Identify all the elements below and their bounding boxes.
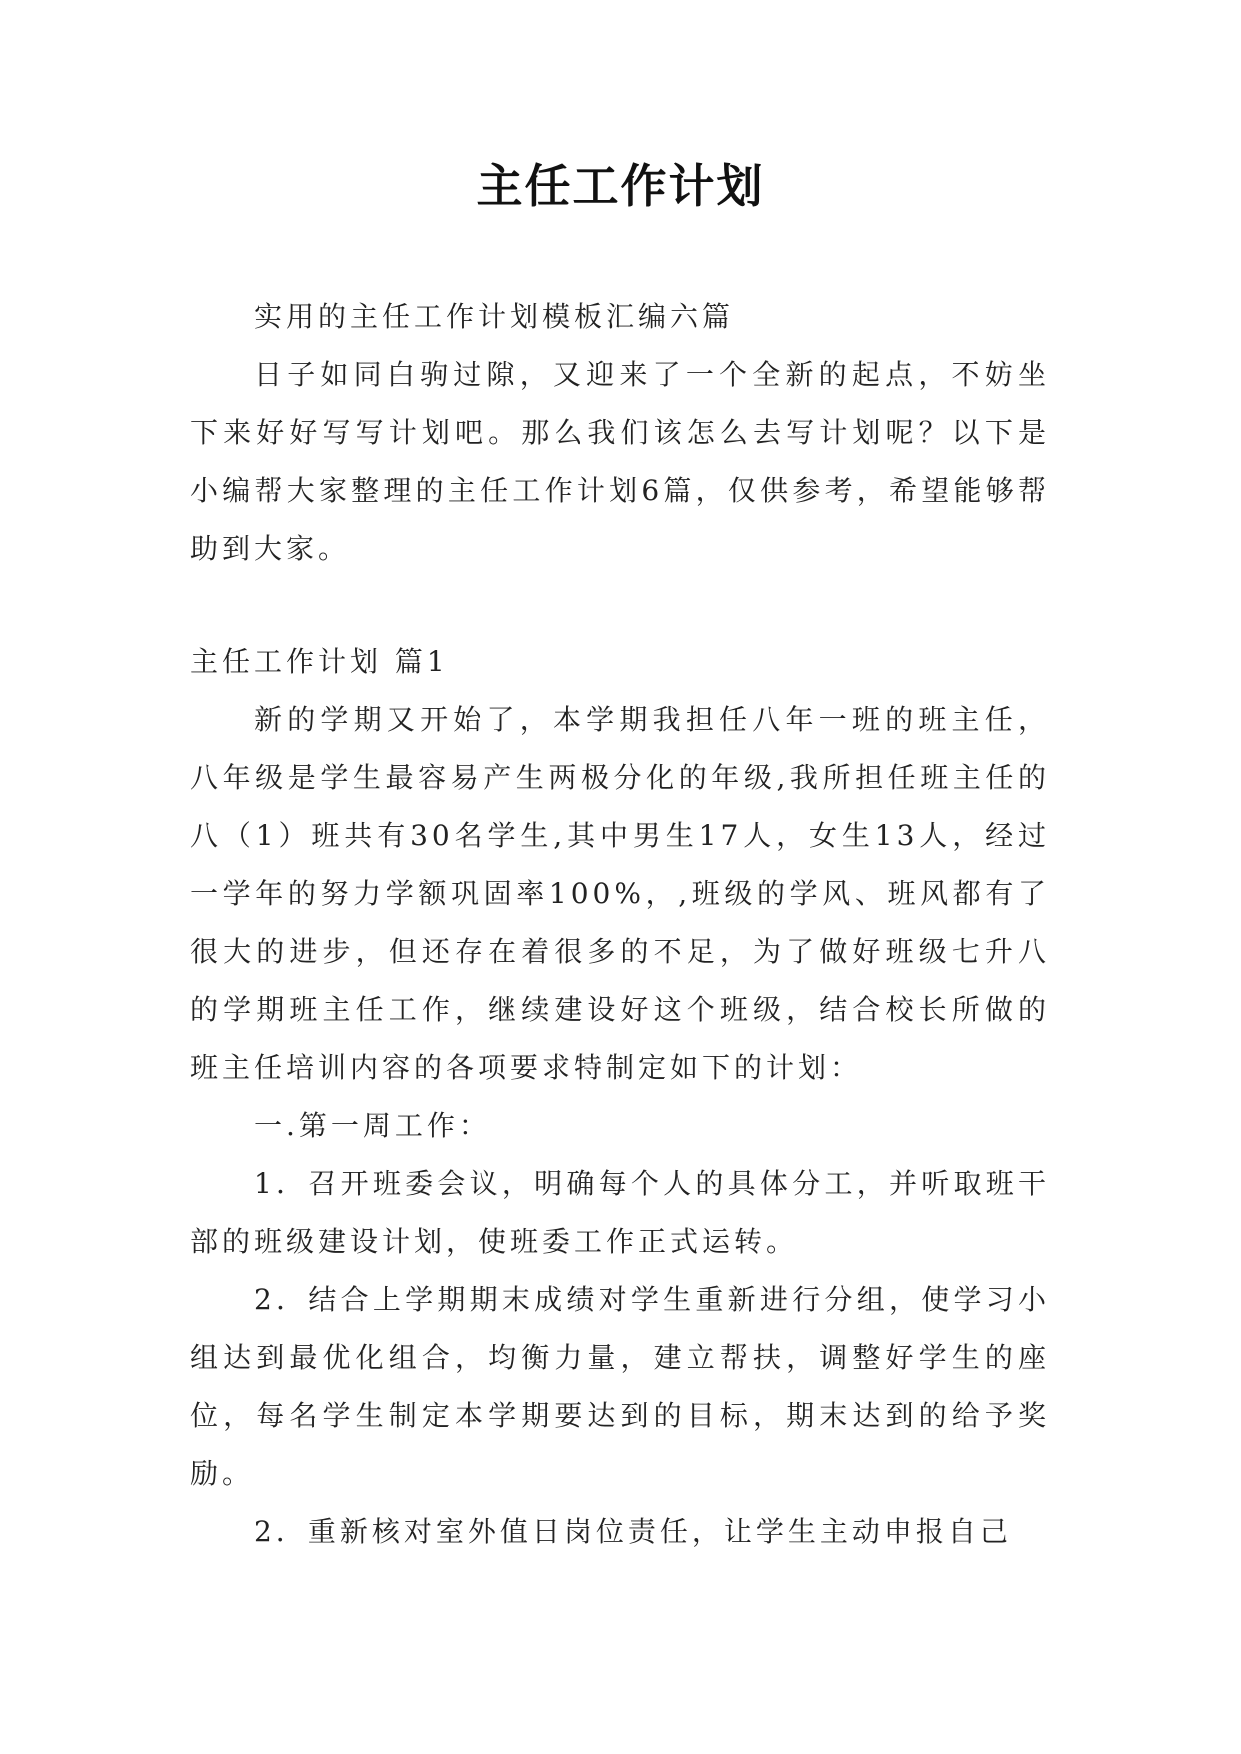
body-paragraph: 新的学期又开始了，本学期我担任八年一班的班主任，八年级是学生最容易产生两极分化的年级,我所担任班主任的八（1）班共有30名学生,其中男生17人，女生13人，经过一学年的努力学额巩固率100%，,班级的学风、班风都有了很大的进步，但还存在着很多的不足，为了做好班级七升八的学期班主任工作，继续建设好这个班级，结合校长所做的班主任培训内容的各项要求特制定如下的计划： [190,703,1050,1084]
section-gap [190,578,1050,633]
intro-paragraph: 日子如同白驹过隙，又迎来了一个全新的起点，不妨坐下来好好写写计划吧。那么我们该怎么去写计划呢？以下是小编帮大家整理的主任工作计划6篇，仅供参考，希望能够帮助到大家。 [190,358,1050,565]
document-body [190,288,1050,1561]
subtitle-paragraph: 实用的主任工作计划模板汇编六篇 [254,300,735,333]
list-item: 2．重新核对室外值日岗位责任，让学生主动申报自己 [254,1515,1012,1548]
list-item: 2．结合上学期期末成绩对学生重新进行分组，使学习小组达到最优化组合，均衡力量，建立帮扶，调整好学生的座位，每名学生制定本学期要达到的目标，期末达到的给予奖励。 [190,1283,1050,1490]
section-heading: 主任工作计划 篇1 [190,645,449,678]
list-item: 1．召开班委会议，明确每个人的具体分工，并听取班干部的班级建设计划，使班委工作正式运转。 [190,1167,1050,1258]
list-heading: 一.第一周工作： [254,1109,491,1142]
document-title: 主任工作计划 [476,159,765,213]
